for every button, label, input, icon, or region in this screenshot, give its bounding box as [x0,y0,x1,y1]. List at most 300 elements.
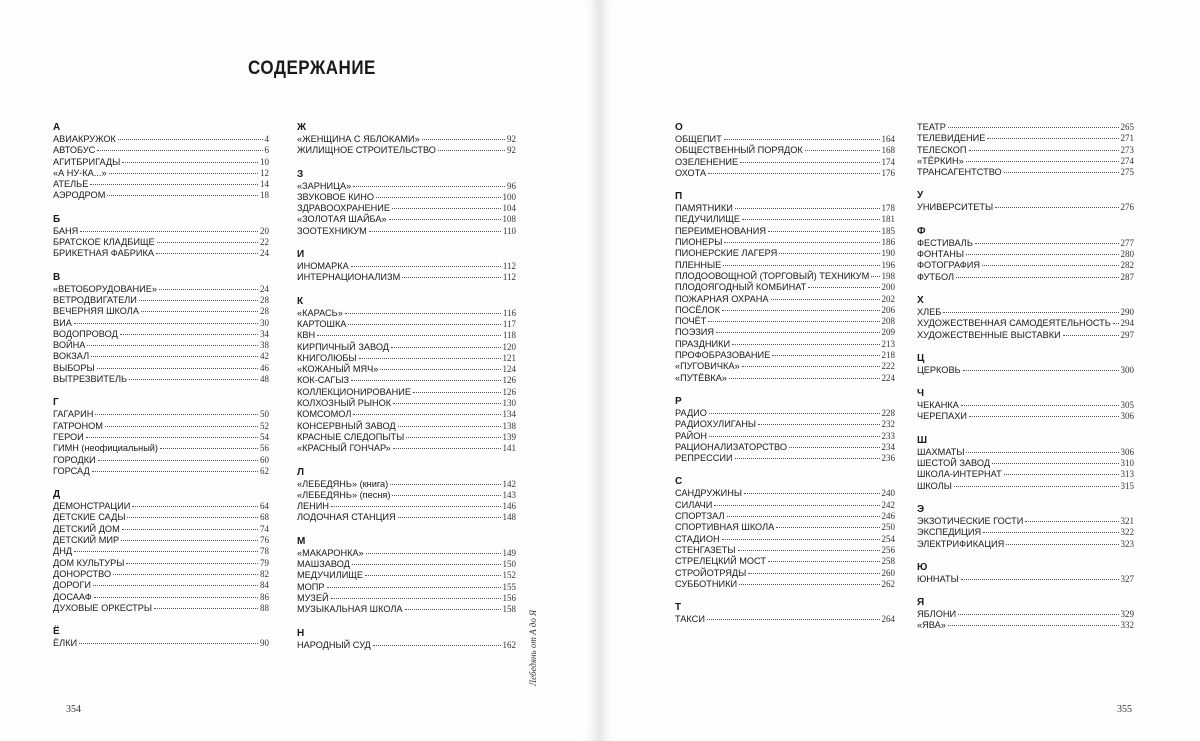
dot-leader [724,242,879,243]
dot-leader [132,506,258,507]
entry-title: ТЕАТР [917,122,946,132]
dot-leader [708,173,879,174]
dot-leader [956,277,1118,278]
entry-title: ДОРОГИ [53,580,92,591]
toc-entry [917,469,1134,480]
dot-leader [708,321,879,322]
entry-page-number: 148 [502,512,516,523]
toc-section [917,226,1134,283]
dot-leader [126,563,258,564]
dot-leader [160,448,258,449]
entry-title: «КАРАСЬ» [297,307,343,318]
toc-entry [917,447,1134,458]
dot-leader [727,516,880,517]
toc-entry [917,516,1134,527]
entry-title: РАЦИОНАЛИЗАТОРСТВО [675,441,788,452]
entry-page-number: 232 [881,419,895,430]
entry-title: КИРПИЧНЫЙ ЗАВОД [297,341,390,352]
dot-leader [121,540,258,541]
toc-entry [297,490,516,501]
toc-section [297,296,516,455]
section-letter: Я [917,597,925,609]
entry-title: ВЕЧЕРНЯЯ ШКОЛА [53,306,139,317]
toc-entry [675,145,895,156]
toc-entry [675,522,895,533]
dot-leader [392,208,500,209]
entry-title: ПЛЕННЫЕ [675,259,722,270]
dot-leader [729,378,879,379]
dot-leader [776,527,879,528]
dot-leader [393,403,500,404]
entry-page-number: 110 [502,225,516,236]
entry-title: ПИОНЕРСКИЕ ЛАГЕРЯ [675,248,778,259]
toc-entry [917,330,1134,341]
toc-entry [917,365,1134,376]
entry-title: БРИКЕТНАЯ ФАБРИКА [53,248,154,259]
toc-section [675,476,895,590]
dot-leader [805,150,880,151]
toc-entry [917,527,1134,538]
entry-title: РАЙОН [675,430,708,441]
entry-page-number: 274 [1120,155,1134,166]
dot-leader [109,173,258,174]
toc-entry [53,603,269,614]
entry-page-number: 30 [260,317,269,328]
toc-entry [917,307,1134,318]
toc-entry [675,442,895,453]
dot-leader [722,310,879,311]
toc-entry [53,284,269,295]
toc-entry [297,342,516,353]
entry-page-number: 196 [881,259,895,270]
section-letter: Ц [917,352,925,364]
dot-leader [722,539,880,540]
entry-page-number: 52 [260,420,269,431]
entry-title: ЦЕРКОВЬ [917,364,961,375]
entry-page-number: 46 [260,362,269,373]
toc-entry [675,568,895,579]
toc-entry [53,190,269,201]
dot-leader [156,253,258,254]
entry-page-number: 185 [881,225,895,236]
entry-page-number: 271 [1120,133,1134,144]
entry-title: ДОСААФ [53,591,92,602]
entry-page-number: 48 [260,374,269,385]
toc-entry [917,156,1134,167]
entry-page-number: 273 [1120,144,1134,155]
toc-section [53,626,269,649]
entry-title: ЖИЛИЩНОЕ СТРОИТЕЛЬСТВО [297,145,436,156]
entry-title: МАШЗАВОД [297,559,350,570]
dot-leader [351,266,501,267]
dot-leader [1063,335,1119,336]
entry-page-number: 141 [502,443,516,454]
toc-section [297,249,516,284]
toc-entry [297,364,516,375]
dot-leader [402,277,501,278]
toc-entry [675,327,895,338]
entry-title: ГОРСАД [53,465,90,476]
toc-entry [297,548,516,559]
toc-entry [297,432,516,443]
dot-leader [317,335,501,336]
entry-title: «КОЖАНЫЙ МЯЧ» [297,364,379,375]
toc-section [297,536,516,616]
entry-title: ПЛОДОЯГОДНЫЙ КОМБИНАТ [675,282,807,293]
entry-title: ДОНОРСТВО [53,568,112,579]
toc-entry [297,387,516,398]
entry-title: ЯБЛОНИ [917,609,957,620]
section-letter: Д [53,489,61,501]
entry-page-number: 162 [502,639,516,650]
dot-leader [1006,544,1118,545]
entry-page-number: 236 [881,453,895,464]
dot-leader [369,231,501,232]
entry-title: ЗООТЕХНИКУМ [297,225,367,236]
toc-entry [675,511,895,522]
dot-leader [716,332,879,333]
section-letter: Р [675,395,682,407]
toc-entry [675,556,895,567]
entry-page-number: 234 [881,441,895,452]
entry-title: БРАТСКОЕ КЛАДБИЩЕ [53,237,155,248]
entry-page-number: 34 [260,328,269,339]
entry-page-number: 4 [264,134,269,144]
toc-entry [297,443,516,454]
entry-title: «ЗОЛОТАЯ ШАЙБА» [297,214,387,225]
toc-entry [53,501,269,512]
entry-title: МУЗЕЙ [297,592,329,603]
spine-caption: Лебедянь от А до Я [528,609,538,686]
entry-title: «ВЕТОБОРУДОВАНИЕ» [53,283,157,294]
toc-entry [675,294,895,305]
entry-title: ОЗЕЛЕНЕНИЕ [675,156,739,167]
toc-entry [297,308,516,319]
entry-title: ШАХМАТЫ [917,446,965,457]
entry-page-number: 315 [1120,480,1134,491]
entry-page-number: 10 [260,156,269,167]
entry-page-number: 327 [1120,573,1134,584]
dot-leader [992,463,1118,464]
dot-leader [413,392,500,393]
entry-page-number: 155 [502,581,516,592]
toc-entry [297,203,516,214]
entry-title: ФОТОГРАФИЯ [917,260,981,271]
dot-leader [113,574,258,575]
entry-title: РЕПРЕССИИ [675,453,733,464]
entry-page-number: 68 [260,512,269,523]
entry-title: «КРАСНЫЙ ГОНЧАР» [297,443,391,454]
toc-entry [675,408,895,419]
dot-leader [74,323,258,324]
entry-page-number: 224 [881,372,895,383]
right-page-number: 355 [1117,704,1132,715]
section-letter: Ю [917,561,928,573]
toc-entry [675,282,895,293]
toc-entry [53,329,269,340]
entry-page-number: 96 [507,180,516,191]
entry-page-number: 276 [1120,202,1134,213]
entry-page-number: 121 [502,352,516,363]
entry-title: «ЯВА» [917,620,946,631]
entry-title: ЧЕКАНКА [917,400,959,411]
toc-entry [53,340,269,351]
dot-leader [118,139,263,140]
entry-title: МЕДУЧИЛИЩЕ [297,570,364,581]
entry-page-number: 206 [881,304,895,315]
entry-title: БАНЯ [53,225,79,236]
dot-leader [90,184,258,185]
entry-title: ПЕРЕИМЕНОВАНИЯ [675,225,766,236]
dot-leader [961,405,1119,406]
toc-entry [297,409,516,420]
dot-leader [808,287,879,288]
entry-page-number: 313 [1120,469,1134,480]
entry-title: ХУДОЖЕСТВЕННАЯ САМОДЕЯТЕЛЬНОСТЬ [917,318,1111,329]
entry-title: ХЛЕБ [917,306,942,317]
entry-page-number: 321 [1120,515,1134,526]
entry-page-number: 306 [1120,446,1134,457]
section-letter: И [297,249,305,261]
entry-title: ПОЖАРНАЯ ОХРАНА [675,293,769,304]
toc-entry [53,535,269,546]
dot-leader [92,471,258,472]
entry-title: ЁЛКИ [53,638,78,649]
toc-entry [675,203,895,214]
entry-page-number: 310 [1120,458,1134,469]
dot-leader [365,575,500,576]
dot-leader [331,506,500,507]
entry-page-number: 290 [1120,306,1134,317]
dot-leader [1004,474,1119,475]
entry-title: ОБЩЕПИТ [675,134,722,144]
dot-leader [982,265,1118,266]
entry-page-number: 18 [260,190,269,201]
entry-title: КОНСЕРВНЫЙ ЗАВОД [297,420,396,431]
dot-leader [406,437,500,438]
entry-title: ВОКЗАЛ [53,351,90,362]
toc-entry [53,306,269,317]
dot-leader [141,311,258,312]
dot-leader [389,219,501,220]
entry-page-number: 12 [260,167,269,178]
entry-title: ГАГАРИН [53,409,94,420]
toc-entry [297,181,516,192]
toc-entry [53,145,269,156]
dot-leader [390,484,500,485]
dot-leader [948,625,1119,626]
toc-entry [53,295,269,306]
dot-leader [438,150,505,151]
dot-leader [398,426,501,427]
entry-title: ФЕСТИВАЛЬ [917,237,973,248]
entry-title: ЭКЗОТИЧЕСКИЕ ГОСТИ [917,515,1024,526]
entry-page-number: 322 [1120,527,1134,538]
entry-title: САНДРУЖИНЫ [675,488,743,499]
toc-entry [297,214,516,225]
toc-entry [297,479,516,490]
toc-entry [53,455,269,466]
toc-entry [53,179,269,190]
toc-entry [53,569,269,580]
entry-page-number: 297 [1120,329,1134,340]
section-letter: Г [53,397,59,409]
toc-entry [53,351,269,362]
dot-leader [122,162,258,163]
toc-entry [297,134,516,145]
entry-title: ИНОМАРКА [297,261,349,272]
toc-entry [53,374,269,385]
dot-leader [351,380,500,381]
toc-section [917,597,1134,632]
entry-title: НАРОДНЫЙ СУД [297,639,371,650]
entry-page-number: 74 [260,523,269,534]
dot-leader [707,619,880,620]
toc-entry [917,202,1134,213]
entry-title: ВЫТРЕЗВИТЕЛЬ [53,374,128,385]
toc-entry [297,398,516,409]
entry-title: ТАКСИ [675,614,705,625]
entry-page-number: 28 [260,306,269,317]
toc-section [297,628,516,651]
entry-page-number: 168 [881,145,895,156]
dot-leader [380,369,500,370]
toc-entry [53,466,269,477]
entry-page-number: 200 [881,282,895,293]
entry-title: ПОЭЗИЯ [675,327,715,338]
dot-leader [139,300,258,301]
entry-title: СТРОЙОТРЯДЫ [675,567,747,578]
dot-leader [376,197,501,198]
dot-leader [966,254,1119,255]
entry-page-number: 124 [502,364,516,375]
toc-entry [297,640,516,651]
entry-page-number: 139 [502,431,516,442]
toc-entry [675,500,895,511]
entry-title: «А НУ-КА...» [53,167,107,178]
entry-title: СУББОТНИКИ [675,578,738,589]
entry-title: ТЕЛЕСКОП [917,144,967,155]
entry-title: ДУХОВЫЕ ОРКЕСТРЫ [53,602,153,613]
dot-leader [735,458,880,459]
toc-entry [675,419,895,430]
entry-page-number: 146 [502,501,516,512]
entry-title: КРАСНЫЕ СЛЕДОПЫТЫ [297,431,405,442]
toc-entry [297,559,516,570]
entry-page-number: 14 [260,179,269,190]
entry-title: ГОРОДКИ [53,454,96,465]
entry-page-number: 76 [260,535,269,546]
dot-leader [97,368,258,369]
section-letter: Ш [917,434,928,446]
toc-entry [297,375,516,386]
dot-leader [405,609,501,610]
toc-entry [917,411,1134,422]
section-letter: О [675,122,683,133]
entry-title: КАРТОШКА [297,318,347,329]
entry-title: СТРЕЛЕЦКИЙ МОСТ [675,556,767,567]
section-letter: Л [297,466,305,478]
dot-leader [373,645,501,646]
entry-page-number: 287 [1120,271,1134,282]
dot-leader [127,517,258,518]
toc-entry [675,614,895,625]
entry-title: ОХОТА [675,167,707,178]
dot-leader [758,424,879,425]
toc-entry [675,453,895,464]
section-letter: Э [917,503,925,515]
toc-entry [675,305,895,316]
entry-page-number: 280 [1120,249,1134,260]
dot-leader [969,150,1119,151]
entry-title: СТЕНГАЗЕТЫ [675,544,736,555]
dot-leader [943,312,1118,313]
toc-entry [297,192,516,203]
dot-leader [393,448,501,449]
toc-entry [917,249,1134,260]
entry-title: ДНД [53,546,73,557]
right-page [600,0,1200,741]
dot-leader [995,207,1118,208]
entry-page-number: 174 [881,156,895,167]
entry-page-number: 64 [260,501,269,512]
dot-leader [74,551,258,552]
entry-title: КОМСОМОЛ [297,409,352,420]
entry-title: ВЕТРОДВИГАТЕЛИ [53,294,137,305]
toc-entry [53,248,269,259]
section-letter: З [297,168,304,180]
toc-section [917,562,1134,585]
entry-title: ДЕТСКИЕ САДЫ [53,512,126,523]
entry-page-number: 323 [1120,538,1134,549]
entry-page-number: 265 [1120,122,1134,132]
toc-entry [53,524,269,535]
entry-title: ПОСЁЛОК [675,304,721,315]
toc-entry [675,488,895,499]
entry-page-number: 250 [881,522,895,533]
entry-page-number: 164 [881,134,895,144]
entry-page-number: 84 [260,580,269,591]
toc-section [917,353,1134,376]
toc-entry [917,145,1134,156]
dot-leader [366,553,501,554]
entry-page-number: 209 [881,327,895,338]
dot-leader [352,564,501,565]
entry-page-number: 20 [260,225,269,236]
toc-entry [53,226,269,237]
entry-title: ШКОЛЫ [917,480,952,491]
toc-section [297,122,516,157]
entry-page-number: 82 [260,568,269,579]
dot-leader [95,414,258,415]
entry-title: ВИА [53,317,72,328]
toc-entry [297,512,516,523]
toc-entry [297,582,516,593]
toc-entry [53,512,269,523]
entry-title: «ПУТЁВКА» [675,372,728,383]
toc-section [917,122,1134,178]
entry-title: АЭРОДРОМ [53,190,106,201]
section-letter: Ч [917,388,925,400]
entry-page-number: 213 [881,338,895,349]
dot-leader [122,529,258,530]
entry-page-number: 118 [502,330,516,341]
dot-leader [98,460,258,461]
entry-title: АГИТБРИГАДЫ [53,156,121,167]
toc-column-1 [53,122,269,661]
toc-entry [675,226,895,237]
toc-entry [917,318,1134,329]
